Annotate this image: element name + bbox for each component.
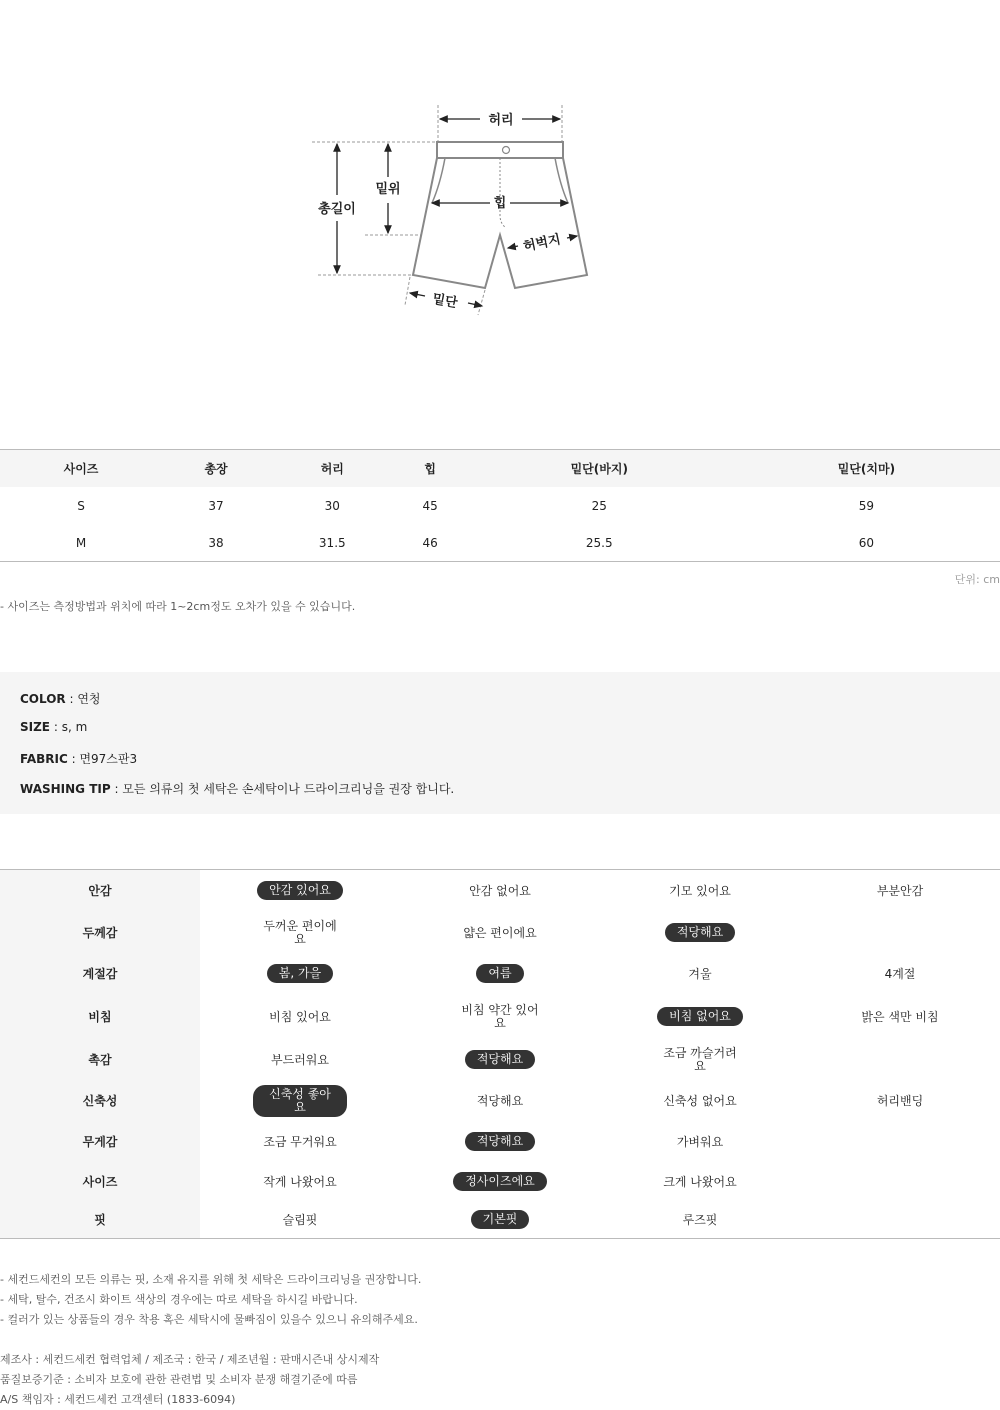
label-thigh: 허벅지	[522, 232, 563, 255]
property-option-selected: 기본핏	[471, 1210, 530, 1229]
property-label: 사이즈	[0, 1162, 200, 1202]
property-label: 신축성	[0, 1080, 200, 1122]
size-cell: 25	[591, 498, 607, 513]
info-washing-value: : 모든 의류의 첫 세탁은 손세탁이나 드라이크리닝을 권장 합니다.	[110, 782, 455, 796]
size-cell: M	[0, 524, 162, 562]
property-option-cell	[600, 1122, 800, 1162]
info-fabric-value: : 면97스판3	[67, 752, 138, 766]
property-option-cell	[800, 1202, 1000, 1239]
label-waist: 허리	[488, 113, 514, 128]
property-option-selected: 신축성 좋아요	[253, 1085, 347, 1117]
property-option-cell	[600, 1162, 800, 1202]
size-cell: 31.5	[270, 524, 394, 562]
property-row	[0, 870, 1000, 912]
property-option: 부분안감	[876, 883, 924, 898]
property-option-cell	[800, 1040, 1000, 1080]
size-note: - 사이즈는 측정방법과 위치에 따라 1~2cm정도 오차가 있을 수 있습니다.	[0, 600, 356, 613]
property-option-cell	[800, 1162, 1000, 1202]
care-note: - 세탁, 탈수, 건조시 화이트 색상의 경우에는 따로 세탁을 하시길 바랍니다.	[0, 1293, 358, 1306]
property-option: 가벼워요	[676, 1134, 724, 1149]
property-row	[0, 912, 1000, 954]
product-info-box	[0, 672, 1000, 814]
label-hip: 힙	[493, 196, 507, 211]
property-label: 핏	[0, 1202, 200, 1239]
property-option: 부드러워요	[271, 1052, 329, 1067]
property-option-cell	[400, 1080, 600, 1122]
property-option-cell	[200, 1080, 400, 1122]
property-option-selected: 적당해요	[665, 923, 735, 942]
property-option-cell	[600, 1080, 800, 1122]
maker-line: 품질보증기준 : 소비자 보호에 관한 관련법 및 소비자 분쟁 해결기준에 따름	[0, 1373, 358, 1386]
size-unit: 단위: cm	[954, 573, 1000, 586]
property-option-cell	[600, 994, 800, 1040]
size-header-cell: 밑단(치마)	[733, 450, 1000, 488]
property-option: 허리밴딩	[876, 1093, 924, 1108]
property-option: 크게 나왔어요	[663, 1174, 737, 1189]
property-option-cell	[200, 912, 400, 954]
property-option: 비침 약간 있어요	[461, 1002, 539, 1030]
property-label: 무게감	[0, 1122, 200, 1162]
property-option: 슬림핏	[282, 1212, 318, 1227]
property-option: 조금 무거워요	[263, 1134, 337, 1149]
property-option-selected: 적당해요	[465, 1132, 535, 1151]
property-option-cell	[400, 912, 600, 954]
care-note: - 세컨드세컨의 모든 의류는 핏, 소재 유지를 위해 첫 세탁은 드라이크리닝을 권장합니다.	[0, 1273, 422, 1286]
property-option-selected: 정사이즈에요	[453, 1172, 547, 1191]
property-option-cell	[200, 870, 400, 912]
shorts-outline	[413, 142, 587, 288]
property-option-selected: 여름	[476, 964, 523, 983]
property-option: 비침 있어요	[269, 1009, 331, 1024]
size-header-cell: 총장	[162, 450, 270, 488]
size-cell: 37	[208, 498, 224, 513]
property-label: 두께감	[0, 912, 200, 954]
property-option-cell	[800, 912, 1000, 954]
size-table-header	[0, 450, 1000, 488]
info-fabric-label: FABRIC	[20, 752, 68, 766]
size-table	[0, 449, 1000, 562]
property-option: 기모 있어요	[669, 883, 731, 898]
property-option-cell	[400, 1202, 600, 1239]
info-size-value: : s, m	[50, 720, 88, 734]
property-option-cell	[200, 1040, 400, 1080]
info-color-label: COLOR	[20, 692, 66, 706]
property-option: 겨울	[688, 966, 712, 981]
property-row	[0, 1080, 1000, 1122]
property-option-cell	[400, 870, 600, 912]
property-option-selected: 비침 없어요	[657, 1007, 743, 1026]
property-label: 계절감	[0, 954, 200, 994]
measurement-diagram	[300, 95, 600, 325]
property-label: 촉감	[0, 1040, 200, 1080]
property-option-cell	[800, 1080, 1000, 1122]
property-row	[0, 994, 1000, 1040]
property-option-cell	[400, 1162, 600, 1202]
size-cell: 59	[858, 498, 875, 513]
maker-line: A/S 책임자 : 세컨드세컨 고객센터 (1833-6094)	[0, 1393, 236, 1406]
property-option-cell	[600, 954, 800, 994]
care-notes	[0, 1270, 421, 1330]
size-header-cell: 사이즈	[0, 450, 162, 488]
maker-line: 제조사 : 세컨드세컨 협력업체 / 제조국 : 한국 / 제조년월 : 판매시즌내 상시제작	[0, 1353, 380, 1366]
property-option-cell	[200, 1162, 400, 1202]
size-header-cell: 밑단(바지)	[466, 450, 733, 488]
property-option: 4계절	[884, 966, 916, 981]
property-option: 안감 없어요	[469, 883, 531, 898]
size-cell: S	[77, 498, 85, 513]
label-total-length: 총길이	[318, 202, 356, 217]
property-option-cell	[200, 1122, 400, 1162]
property-row	[0, 1162, 1000, 1202]
property-option-cell	[600, 1202, 800, 1239]
property-option-cell	[400, 1040, 600, 1080]
size-row-s	[0, 487, 1000, 524]
property-row	[0, 1040, 1000, 1080]
property-option-selected: 안감 있어요	[257, 881, 343, 900]
property-option: 두꺼운 편이에요	[263, 918, 337, 946]
label-rise: 밑위	[375, 182, 401, 197]
property-option-cell	[800, 954, 1000, 994]
maker-info	[0, 1350, 379, 1410]
property-option-selected: 봄, 가을	[267, 964, 333, 983]
property-option: 밝은 색만 비침	[861, 1009, 939, 1024]
size-row-m	[0, 524, 1000, 562]
property-option: 조금 까슬거려요	[663, 1045, 737, 1073]
property-option: 루즈핏	[682, 1212, 718, 1227]
property-table	[0, 869, 1000, 1239]
info-washing	[20, 780, 454, 797]
property-option: 적당해요	[476, 1093, 524, 1108]
info-size	[20, 720, 87, 734]
property-row	[0, 1122, 1000, 1162]
property-option-cell	[200, 1202, 400, 1239]
size-cell: 38	[162, 524, 270, 562]
info-washing-label: WASHING TIP	[20, 782, 111, 796]
property-option-cell	[800, 1122, 1000, 1162]
button-icon	[503, 147, 510, 154]
info-size-label: SIZE	[20, 720, 51, 734]
size-cell: 46	[395, 524, 466, 562]
property-option-cell	[800, 994, 1000, 1040]
property-option-selected: 적당해요	[465, 1050, 535, 1069]
property-option: 신축성 없어요	[663, 1093, 737, 1108]
property-option-cell	[800, 870, 1000, 912]
property-option-cell	[400, 1122, 600, 1162]
property-option-cell	[200, 994, 400, 1040]
care-note: - 컬러가 있는 상품들의 경우 착용 혹은 세탁시에 물빠짐이 있을수 있으니 유의해주세요.	[0, 1313, 418, 1326]
property-label: 비침	[0, 994, 200, 1040]
property-option-cell	[400, 994, 600, 1040]
property-option: 작게 나왔어요	[263, 1174, 337, 1189]
label-hem: 밑단	[431, 291, 459, 312]
property-option-cell	[600, 1040, 800, 1080]
property-row	[0, 954, 1000, 994]
size-header-cell: 허리	[270, 450, 394, 488]
property-option-cell	[400, 954, 600, 994]
info-color-value: : 연청	[65, 692, 101, 706]
property-option-cell	[200, 954, 400, 994]
property-option-cell	[600, 870, 800, 912]
size-cell: 60	[733, 524, 1000, 562]
property-option-cell	[600, 912, 800, 954]
property-label: 안감	[0, 870, 200, 912]
property-option: 얇은 편이에요	[463, 925, 537, 940]
shorts-diagram-svg	[300, 95, 600, 325]
size-cell: 25.5	[466, 524, 733, 562]
info-fabric	[20, 750, 137, 767]
size-cell: 45	[422, 498, 438, 513]
property-row	[0, 1202, 1000, 1239]
size-cell: 30	[324, 498, 340, 513]
size-header-cell: 힙	[395, 450, 466, 488]
info-color	[20, 690, 101, 707]
